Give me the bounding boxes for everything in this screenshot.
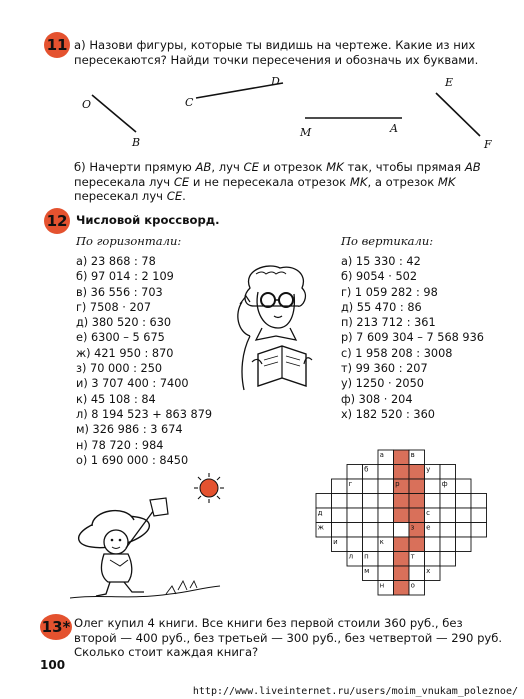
task11-drawing	[70, 70, 510, 154]
clue-h: л) 8 194 523 + 863 879	[76, 407, 213, 421]
grid-label-n: н	[379, 581, 385, 590]
clue-h: о) 1 690 000 : 8450	[76, 453, 189, 467]
clue-v: т) 99 360 : 207	[341, 362, 428, 376]
boy-with-hat-illustration	[70, 470, 240, 605]
crossword-cell	[471, 508, 487, 523]
grid-label-t: т	[410, 552, 415, 561]
crossword-cell	[394, 494, 410, 509]
clue-h: б) 97 014 : 2 109	[76, 270, 174, 284]
grid-label-d: д	[317, 509, 323, 517]
grid-label-p: п	[364, 552, 369, 561]
crossword-cell	[456, 494, 472, 509]
crossword-cell	[394, 566, 410, 581]
page-number: 100	[40, 658, 66, 672]
crossword-cell	[409, 465, 425, 480]
point-label-e: E	[445, 76, 454, 89]
clue-v: д) 55 470 : 86	[341, 300, 422, 314]
grid-label-z: з	[410, 523, 415, 532]
clue-h: ж) 421 950 : 870	[76, 346, 174, 360]
grid-cells	[316, 450, 487, 595]
grid-label-k: к	[379, 538, 384, 546]
task-number-badge-13: 13*	[40, 614, 72, 640]
point-label-a: A	[390, 122, 398, 135]
point-label-f: F	[484, 138, 492, 151]
crossword-cell	[409, 508, 425, 523]
clue-v: ф) 308 · 204	[341, 392, 413, 406]
point-label-b: B	[132, 136, 141, 149]
crossword-grid	[314, 448, 504, 606]
crossword-cell	[409, 537, 425, 552]
crossword-cell	[332, 479, 348, 494]
clue-v: х) 182 520 : 360	[341, 407, 435, 421]
task13-text: Олег купил 4 книги. Все книги без первой стоили 360 руб., без второй — 400 руб., без третьей — 300 руб., без четвертой — 290 руб. Сколько стоит каждая книга?	[74, 616, 503, 660]
crossword-cell	[440, 552, 456, 567]
crossword-cell	[394, 552, 410, 567]
grid-label-v: в	[410, 451, 415, 459]
clue-h: в) 36 556 : 703	[76, 285, 163, 299]
crossword-cell	[378, 508, 394, 523]
point-label-o: O	[82, 98, 92, 111]
task11-text-b: б) Начерти прямую AB, луч CE и отрезок MK так, чтобы прямая AB пересекала луч CE и не пересекала отрезок MK, а отрезок MK пересекал луч CE.	[74, 160, 481, 204]
clue-v: у) 1250 · 2050	[341, 377, 424, 391]
teacher-reading-illustration	[228, 262, 320, 394]
crossword-cell	[363, 479, 379, 494]
crossword-cell	[440, 494, 456, 509]
footer-url[interactable]: http://www.liveinternet.ru/users/moim_vnukam_poleznoe/	[192, 686, 518, 697]
crossword-cell	[425, 479, 441, 494]
grid-label-kh: х	[426, 567, 431, 575]
grid-label-g: г	[348, 480, 353, 488]
clue-h: к) 45 108 : 84	[76, 392, 156, 406]
point-label-m: M	[300, 126, 312, 139]
crossword-cell	[363, 523, 379, 538]
clue-v: п) 213 712 : 361	[341, 316, 436, 330]
crossword-cell	[394, 581, 410, 596]
crossword-cell	[425, 537, 441, 552]
horizontal-heading: По горизонтали:	[76, 234, 182, 248]
crossword-cell	[347, 537, 363, 552]
clue-v: г) 1 059 282 : 98	[341, 285, 438, 299]
clue-v: с) 1 958 208 : 3008	[341, 346, 453, 360]
crossword-cell	[456, 537, 472, 552]
crossword-cell	[471, 523, 487, 538]
crossword-cell	[440, 508, 456, 523]
clue-h: з) 70 000 : 250	[76, 362, 163, 376]
crossword-cell	[332, 494, 348, 509]
crossword-cell	[409, 566, 425, 581]
clue-h: м) 326 986 : 3 674	[76, 423, 183, 437]
crossword-cell	[378, 479, 394, 494]
grid-label-u: у	[426, 465, 431, 474]
clue-h: е) 6300 – 5 675	[76, 331, 165, 345]
clue-h: и) 3 707 400 : 7400	[76, 377, 189, 391]
grid-label-a: а	[379, 451, 384, 459]
crossword-cell	[440, 465, 456, 480]
crossword-cell	[378, 494, 394, 509]
grid-label-m: м	[364, 567, 370, 575]
grid-label-o: о	[410, 581, 415, 590]
crossword-cell	[456, 523, 472, 538]
grid-label-s: с	[426, 509, 430, 517]
horizontal-clues	[76, 254, 212, 468]
crossword-cell	[394, 523, 410, 538]
crossword-cell	[409, 479, 425, 494]
crossword-cell	[456, 479, 472, 494]
grid-label-zh: ж	[317, 523, 324, 532]
crossword-cell	[440, 537, 456, 552]
clue-v: б) 9054 · 502	[341, 270, 418, 284]
clue-h: д) 380 520 : 630	[76, 316, 172, 330]
grid-label-f: ф	[441, 480, 448, 488]
clue-h: н) 78 720 : 984	[76, 438, 164, 452]
crossword-cell	[394, 450, 410, 465]
crossword-cell	[347, 465, 363, 480]
crossword-cell	[332, 508, 348, 523]
crossword-cell	[425, 552, 441, 567]
segment-ob	[92, 95, 136, 132]
crossword-cell	[378, 465, 394, 480]
grid-label-e: е	[426, 523, 431, 532]
task11-text-a: а) Назови фигуры, которые ты видишь на чертеже. Какие из них пересекаются? Найди точки пересечения и обозначь их буквами.	[74, 38, 479, 67]
crossword-cell	[363, 508, 379, 523]
crossword-cell	[394, 537, 410, 552]
clue-v: р) 7 609 304 – 7 568 936	[341, 331, 484, 345]
point-label-d: D	[271, 75, 280, 88]
point-label-c: C	[185, 96, 194, 109]
crossword-cell	[425, 494, 441, 509]
crossword-cell	[394, 508, 410, 523]
clue-h: а) 23 868 : 78	[76, 255, 156, 268]
crossword-cell	[332, 523, 348, 538]
clue-v: а) 15 330 : 42	[341, 255, 421, 268]
crossword-cell	[471, 494, 487, 509]
crossword-cell	[363, 537, 379, 552]
ray-cd	[196, 83, 283, 98]
crossword-cell	[378, 566, 394, 581]
vertical-heading: По вертикали:	[341, 234, 434, 248]
crossword-cell	[347, 494, 363, 509]
task12-title: Числовой кроссворд.	[76, 213, 220, 227]
segment-ef	[436, 93, 480, 136]
grid-label-l: л	[348, 552, 354, 561]
crossword-cell	[316, 494, 332, 509]
crossword-cell	[409, 494, 425, 509]
crossword-cell	[456, 508, 472, 523]
crossword-cell	[347, 508, 363, 523]
crossword-cell	[378, 523, 394, 538]
crossword-cell	[440, 523, 456, 538]
clue-h: г) 7508 · 207	[76, 300, 152, 314]
crossword-cell	[363, 494, 379, 509]
grid-label-r: р	[395, 480, 400, 488]
crossword-cell	[394, 465, 410, 480]
crossword-cell	[347, 523, 363, 538]
task-number-badge-12: 12	[44, 208, 70, 234]
grid-label-i: и	[333, 538, 338, 546]
vertical-clues	[341, 254, 484, 422]
task-number-badge-11: 11	[44, 32, 70, 58]
crossword-cell	[378, 552, 394, 567]
grid-label-b: б	[364, 465, 369, 474]
